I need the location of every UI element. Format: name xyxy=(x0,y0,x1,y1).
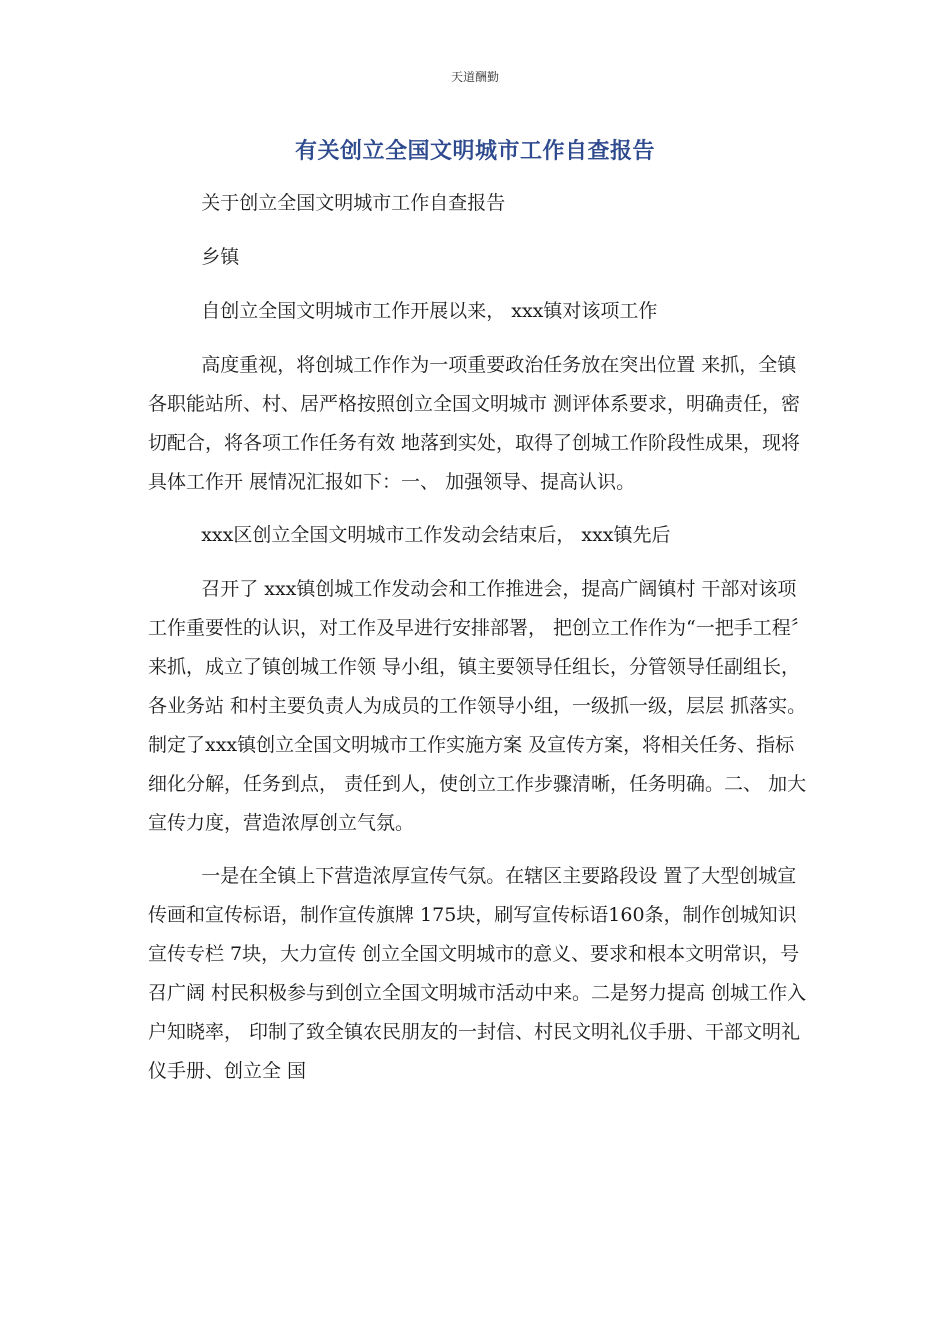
document-title: 有关创立全国文明城市工作自查报告 xyxy=(294,139,655,164)
document-body xyxy=(148,184,810,1105)
paragraph-intro: 自创立全国文明城市工作开展以来， xxx镇对该项工作 xyxy=(201,300,658,322)
paragraph-body: 一是在全镇上下营造浓厚宣传气氛。在辖区主要路段设 置了大型创城宣传画和宣传标语，制作宣传旗牌 175块，刷写宣传标语160条，制作创城知识宣传专栏 7块，大力宣传 创立全国文明城市的意义、要求和根本文明常识，号召广阔 村民积极参与到创立全国文明城市活动中来。二是努力提高 创城工作入户知晓率， 印制了致全镇农民朋友的一封信、村民文明礼仪手册、干部文明礼仪手册、创立全 国 xyxy=(148,865,807,1082)
paragraph-body: 召开了 xxx镇创城工作发动会和工作推进会，提高广阔镇村 干部对该项工作重要性的认识，对工作及早进行安排部署， 把创立工作作为“一把手工程〞来抓，成立了镇创城工作领 导小组，镇主要领导任组长，分管领导任副组长，各业务站 和村主要负责人为成员的工作领导小组，一级抓一级，层层 抓落实。制定了xxx镇创立全国文明城市工作实施方案 及宣传方案，将相关任务、指标细化分解，任务到点， 责任到人，使创立工作步骤清晰，任务明确。二、 加大宣传力度，营造浓厚创立气氛。 xyxy=(148,578,810,834)
paragraph-body: 高度重视，将创城工作作为一项重要政治任务放在突出位置 来抓，全镇各职能站所、村、居严格按照创立全国文明城市 测评体系要求，明确责任，密切配合，将各项工作任务有效 地落到实处，取得了创城工作阶段性成果，现将具体工作开 展情况汇报如下：一、 加强领导、提高认识。 xyxy=(148,354,801,493)
paragraph-subtitle: 关于创立全国文明城市工作自查报告 xyxy=(201,192,506,214)
header-note: 天道酬勤 xyxy=(450,70,499,84)
paragraph-body: xxx区创立全国文明城市工作发动会结束后， xxx镇先后 xyxy=(201,524,671,546)
paragraph-addressee: 乡镇 xyxy=(201,246,240,268)
